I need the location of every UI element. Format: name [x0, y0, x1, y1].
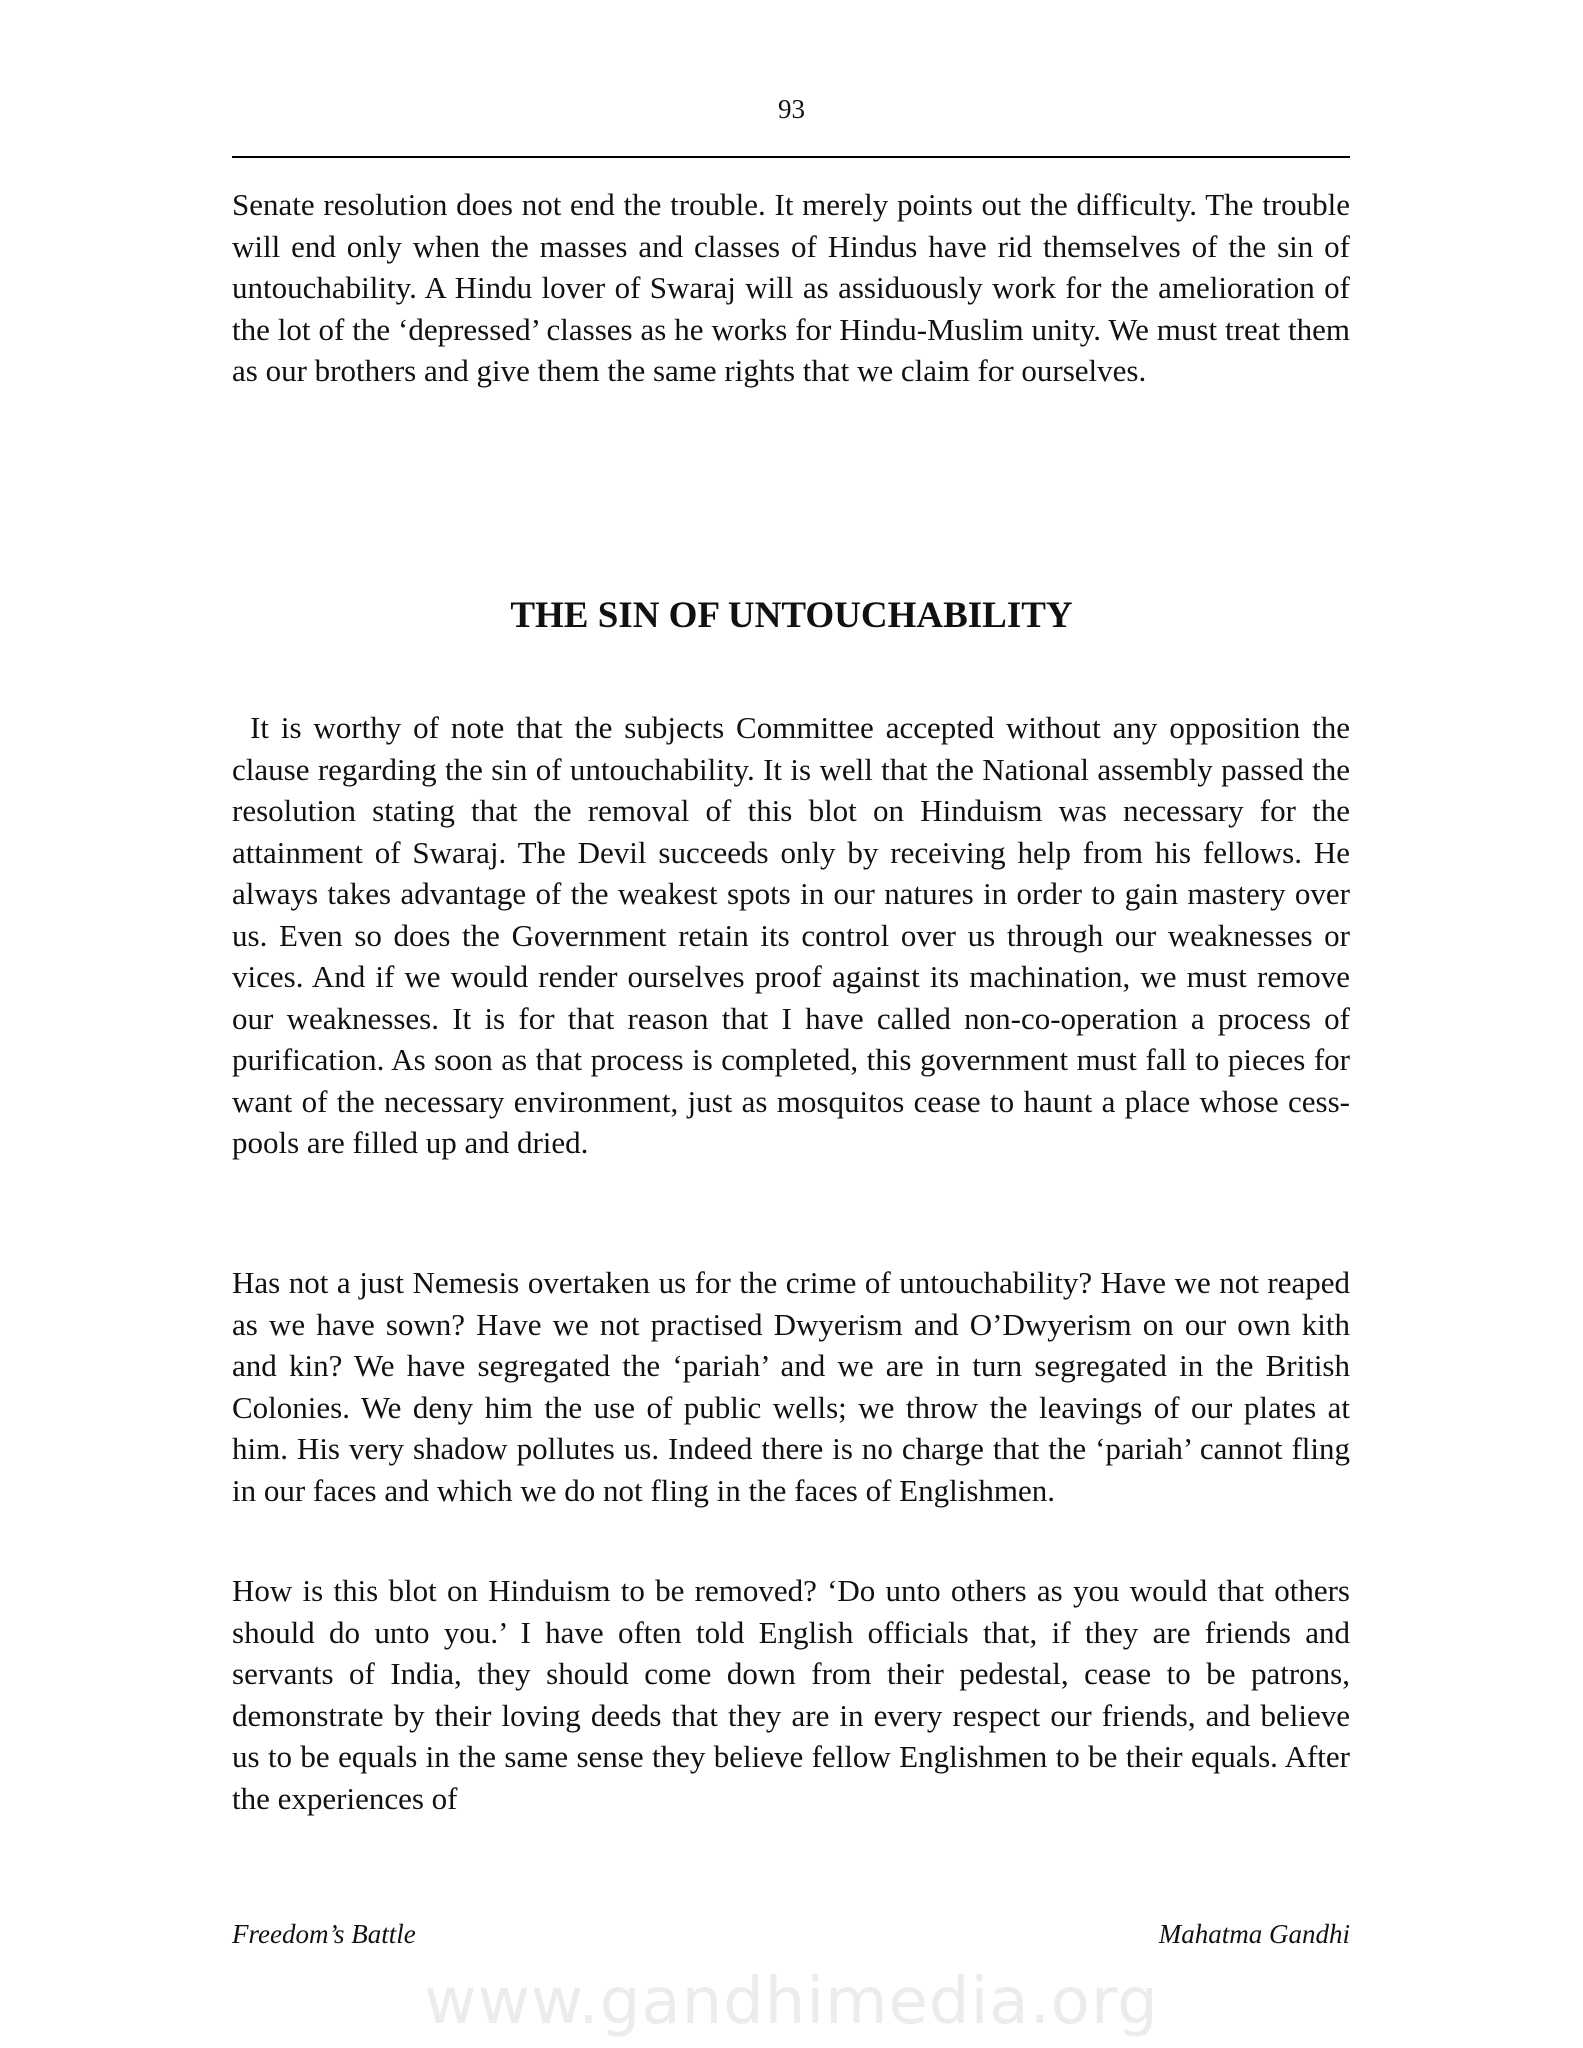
header-rule [232, 156, 1350, 158]
footer-book-title: Freedom’s Battle [232, 1919, 416, 1949]
paragraph-nemesis: Has not a just Nemesis overtaken us for the crime of untouchability? Have we not reaped as we have sown? Have we not practised Dwyerism and O’Dwyerism on our own kith and kin? We have segregated the ‘pariah’ and we are in turn segregated in the British Colonies. We deny him the use of public wells; we throw the leavings of our plates at him. His very shadow pollutes us. Indeed there is no charge that the ‘pariah’ cannot fling in our faces and which we do not fling in the faces of Englishmen. [232, 1265, 1350, 1508]
paragraph-opening-text: It is worthy of note that the subjects Committee accepted without any opposition the clause regarding the sin of untouchability. It is well that the National assembly passed the resolution stating that the removal of this blot on Hinduism was necessary for the attainment of Swaraj. The Devil succeeds only by receiving help from his fellows. He always takes advantage of the weakest spots in our natures in order to gain mastery over us. Even so does the Government retain its control over us through our weaknesses or vices. And if we would render ourselves proof against its machination, we must remove our weaknesses. It is for that reason that I have called non-co-operation a process of purification. As soon as that process is completed, this government must fall to pieces for want of the necessary environment, just as mosquitos cease to haunt a place whose cess-pools are filled up and dried. [232, 710, 1350, 1160]
paragraph-opening [232, 707, 1350, 1164]
watermark: www.gandhimedia.org [424, 1965, 1159, 2039]
footer-author: Mahatma Gandhi [1158, 1919, 1350, 1949]
page-number: 93 [778, 94, 805, 124]
paragraph-continuation: Senate resolution does not end the trouble. It merely points out the difficulty. The trouble will end only when the masses and classes of Hindus have rid themselves of the sin of untouchability. A Hindu lover of Swaraj will as assiduously work for the amelioration of the lot of the ‘depressed’ classes as he works for Hindu-Muslim unity. We must treat them as our brothers and give them the same rights that we claim for ourselves. [232, 187, 1350, 388]
paragraph-blot: How is this blot on Hinduism to be removed? ‘Do unto others as you would that others should do unto you.’ I have often told English officials that, if they are friends and servants of India, they should come down from their pedestal, cease to be patrons, demonstrate by their loving deeds that they are in every respect our friends, and believe us to be equals in the same sense they believe fellow Englishmen to be their equals. After the experiences of [232, 1573, 1350, 1816]
section-heading: THE SIN OF UNTOUCHABILITY [510, 595, 1073, 636]
